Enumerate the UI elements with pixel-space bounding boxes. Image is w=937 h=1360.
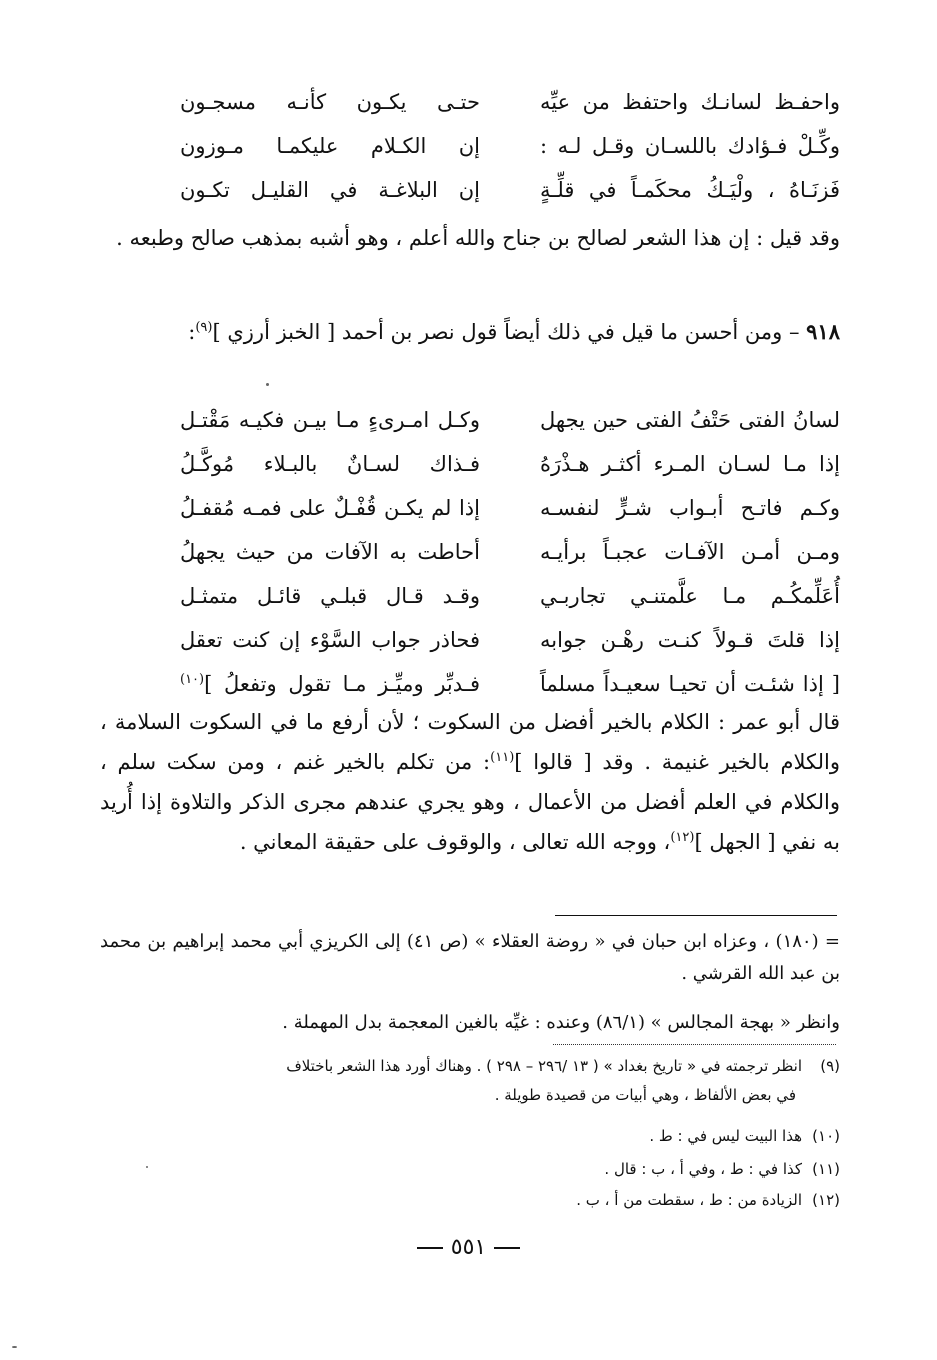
footnote-ref: (١٠): [180, 672, 205, 687]
footnote-10: [100, 1122, 840, 1151]
footnote-12: [100, 1186, 840, 1215]
footnotes-separator: [553, 1044, 836, 1045]
commentary-text-c: ، ووجه الله تعالى ، والوقوف على حقيقة المعاني .: [239, 830, 671, 854]
paragraph-attribution: وقد قيل : إن هذا الشعر لصالح بن جناح والله أعلم ، وهو أشبه بمذهب صالح وطبعه .: [116, 226, 840, 250]
main-poem: [160, 398, 840, 706]
commentary-text-b: : من تكلم بالخير غنم ، ومن سكت سلم ، والكلام في العلم أفضل من الأعمال ، وهو يجري عندهم مجرى الذكر والتلاوة إذا أُريد به نفي [ الجهل ]: [100, 750, 840, 854]
footnote-11: [100, 1155, 840, 1184]
footnote-ref: (١١): [490, 750, 515, 765]
verse-second-hemistich: أحاطت به الآفات من حيث يجهلُ: [180, 540, 480, 564]
verse-first-hemistich: لسانُ الفتى حَتْفُ الفتى حين يجهل: [540, 408, 840, 432]
verse-second-hemistich: [180, 662, 480, 706]
page-number-text: ٥٥١: [450, 1235, 487, 1260]
verse-second-hemistich: فـذاك لسـانٌ بالبـلاء مُوكَّـلُ: [180, 452, 480, 476]
verse-first-hemistich: إذا مـا لسـان المـرء أكثـر هـذْرَهُ: [540, 452, 840, 476]
notes-separator: [555, 915, 837, 916]
verse-line: [160, 168, 840, 212]
footnote-ref: (١٢): [670, 830, 695, 845]
verse-line: [160, 80, 840, 124]
verse-first-hemistich: أُعَلِّمكُـم مـا علَّمتنـي تجاربـي: [540, 584, 840, 608]
entry-number: ٩١٨: [806, 319, 840, 344]
scan-speck: [146, 1166, 148, 1168]
verse-first-hemistich: إذا قلتَ قـولاً كنـت رهْـن جوابه: [540, 628, 840, 652]
verse-line: [160, 442, 840, 486]
footnote-number: (٩): [820, 1057, 840, 1075]
commentary-text-a: قال أبو عمر : الكلام بالخير أفضل من السكوت ؛ لأن أرفع ما في السكوت السلامة ، والكلام بالخير غنيمة . وقد [ قالوا ]: [100, 710, 840, 774]
verse-first-hemistich: وكـم فاتـح أبـواب شـرٍّ لنفسـه: [540, 496, 840, 520]
scan-speck: [12, 1346, 17, 1348]
verse-text: فـدبِّر وميِّـز مـا تقول وتفعلُ ]: [204, 672, 480, 696]
footnote-number: (١١): [812, 1160, 840, 1178]
verse-second-hemistich: وكـل امـرىءٍ مـا بيـن فكيـه مَقْتـل: [180, 408, 480, 432]
footnote-text: الزيادة من : ط ، سقطت من أ ، ب .: [576, 1191, 802, 1209]
footnote-text: هذا البيت ليس في : ط .: [649, 1127, 802, 1145]
verse-first-hemistich: فَزنَـاهُ ، ولْيَـكُ محكَمـاً في قلِّـةٍ: [540, 178, 840, 202]
verse-second-hemistich: إن الكـلام عليكمـا مـوزون: [180, 134, 480, 158]
verse-line: [160, 124, 840, 168]
footnote-9: [100, 1052, 840, 1110]
entry-text: – ومن أحسن ما قيل في ذلك أيضاً قول نصر بن أحمد [ الخبز أرزي ]: [212, 320, 807, 344]
dash-right: [417, 1247, 443, 1249]
verse-first-hemistich: ومـن أمـن الآفـات عجبـاً برأيـه: [540, 540, 840, 564]
verse-line: [160, 662, 840, 706]
footnote-number: (١٢): [812, 1191, 840, 1209]
paragraph-entry-918: [100, 312, 840, 352]
verse-first-hemistich: واحفـظ لسانـك واحتفظ من عيِّه: [540, 90, 840, 114]
editor-note-reference: وانظر « بهجة المجالس » (٨٦/١) وعنده : غيِّه بالغين المعجمة بدل المهملة .: [282, 1012, 840, 1033]
paragraph-commentary: [100, 702, 840, 862]
page-number: [0, 1235, 937, 1260]
footnote-number: (١٠): [812, 1127, 840, 1145]
editor-note-continued: = (١٨٠) ، وعزاه ابن حبان في « روضة العقلاء » (ص ٤١) إلى الكريزي أبي محمد إبراهيم بن محمد بن عبد الله القرشي .: [100, 931, 840, 984]
verse-second-hemistich: فحاذر جواب السَّوْء إن كنت تعقل: [180, 628, 480, 652]
verse-second-hemistich: إن البلاغـة في القليـل تكـون: [180, 178, 480, 202]
footnote-text-continued: في بعض الألفاظ ، وهي أبيات من قصيدة طويلة .: [494, 1086, 796, 1104]
footnote-text: كذا في : ط ، وفي أ ، ب : قال .: [604, 1160, 802, 1178]
verse-line: [160, 530, 840, 574]
verse-second-hemistich: إذا لم يكـن قُفْـلٌ على فمـه مُقفـلُ: [180, 496, 480, 520]
footnote-ref: (٩): [195, 320, 213, 335]
verse-first-hemistich: وكِّـلْ فـؤادك باللسـان وقـل لـه :: [540, 134, 840, 158]
top-poem: [160, 80, 840, 212]
entry-tail: :: [188, 320, 196, 344]
verse-line: [160, 398, 840, 442]
dash-left: [494, 1247, 520, 1249]
scan-speck: [266, 383, 269, 386]
verse-second-hemistich: حتـى يكـون كأنـه مسجـون: [180, 90, 480, 114]
verse-first-hemistich: [ إذا شئـت أن تحيـا سعيـداً مسلماً: [540, 672, 840, 696]
verse-line: [160, 486, 840, 530]
footnote-text: انظر ترجمته في « تاريخ بغداد » ( ١٣ /٢٩٦ – ٢٩٨ ) . وهناك أورد هذا الشعر باختلاف: [286, 1057, 802, 1075]
verse-line: [160, 618, 840, 662]
verse-second-hemistich: وقـد قـال قبلـي قائـل متمثـل: [180, 584, 480, 608]
verse-line: [160, 574, 840, 618]
